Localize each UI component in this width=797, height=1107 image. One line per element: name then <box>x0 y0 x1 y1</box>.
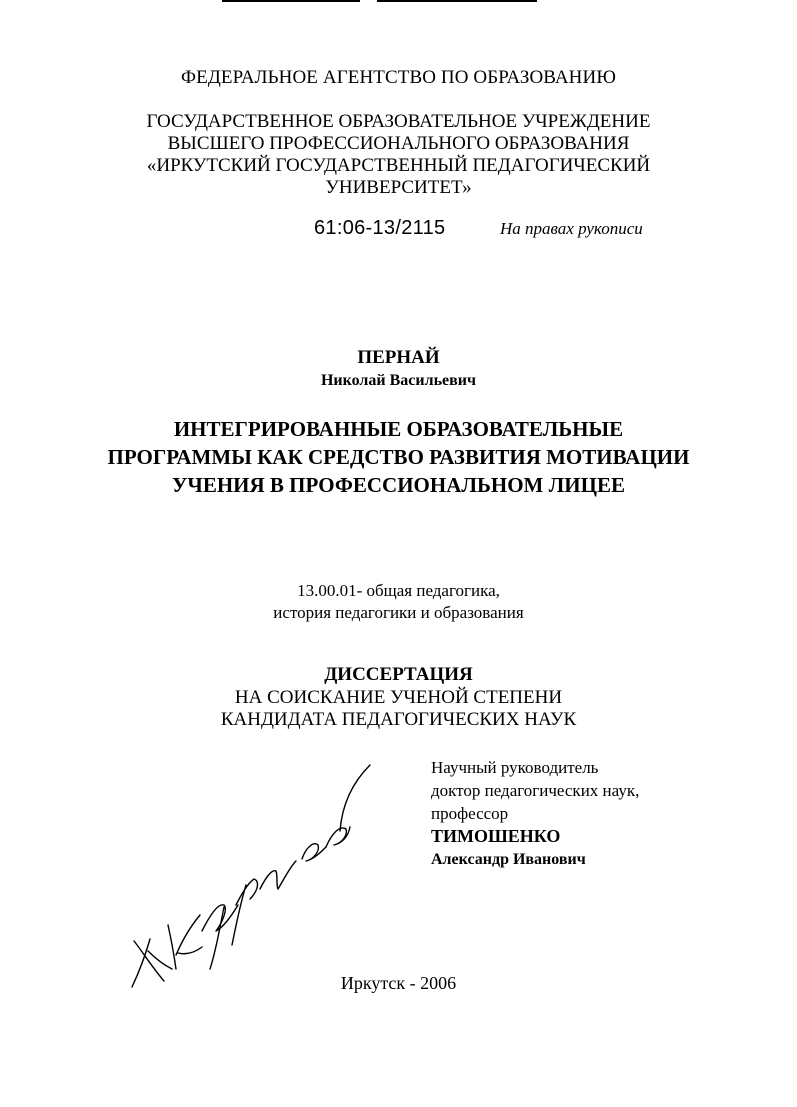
author-surname: ПЕРНАЙ <box>357 347 440 368</box>
supervisor-rank: профессор <box>431 804 509 823</box>
supervisor-given-names: Александр Иванович <box>431 851 586 868</box>
author-given-names: Николай Васильевич <box>320 372 477 389</box>
institution-name <box>0 111 797 199</box>
supervisor-surname: ТИМОШЕНКО <box>431 826 561 846</box>
handwritten-signature <box>120 755 390 1005</box>
title-line: УЧЕНИЯ В ПРОФЕССИОНАЛЬНОМ ЛИЦЕЕ <box>172 473 625 497</box>
specialty-line: история педагогики и образования <box>273 603 524 622</box>
degree-line: НА СОИСКАНИЕ УЧЕНОЙ СТЕПЕНИ <box>234 687 563 708</box>
title-line: ПРОГРАММЫ КАК СРЕДСТВО РАЗВИТИЯ МОТИВАЦИИ <box>107 445 690 469</box>
rights-note: На правах рукописи <box>500 219 643 238</box>
scan-mark-left <box>222 0 360 2</box>
supervisor-degree: доктор педагогических наук, <box>431 781 640 800</box>
supervisor-block <box>431 756 639 871</box>
archive-code: 61:06-13/2115 <box>314 217 446 239</box>
dissertation-title <box>0 415 797 499</box>
institution-line: ГОСУДАРСТВЕННОЕ ОБРАЗОВАТЕЛЬНОЕ УЧРЕЖДЕНИЕ <box>146 111 651 132</box>
degree-sought <box>0 687 797 731</box>
institution-line: УНИВЕРСИТЕТ» <box>325 177 472 198</box>
institution-line: «ИРКУТСКИЙ ГОСУДАРСТВЕННЫЙ ПЕДАГОГИЧЕСКИЙ <box>146 155 651 176</box>
specialty <box>0 580 797 624</box>
specialty-line: 13.00.01- общая педагогика, <box>297 581 500 600</box>
document-type: ДИССЕРТАЦИЯ <box>324 664 473 685</box>
agency-name: ФЕДЕРАЛЬНОЕ АГЕНТСТВО ПО ОБРАЗОВАНИЮ <box>181 67 616 88</box>
degree-line: КАНДИДАТА ПЕДАГОГИЧЕСКИХ НАУК <box>220 709 577 730</box>
city-year: Иркутск - 2006 <box>340 973 457 993</box>
title-line: ИНТЕГРИРОВАННЫЕ ОБРАЗОВАТЕЛЬНЫЕ <box>173 417 624 441</box>
supervisor-role: Научный руководитель <box>431 758 599 777</box>
institution-line: ВЫСШЕГО ПРОФЕССИОНАЛЬНОГО ОБРАЗОВАНИЯ <box>167 133 630 154</box>
scan-mark-right <box>377 0 537 2</box>
